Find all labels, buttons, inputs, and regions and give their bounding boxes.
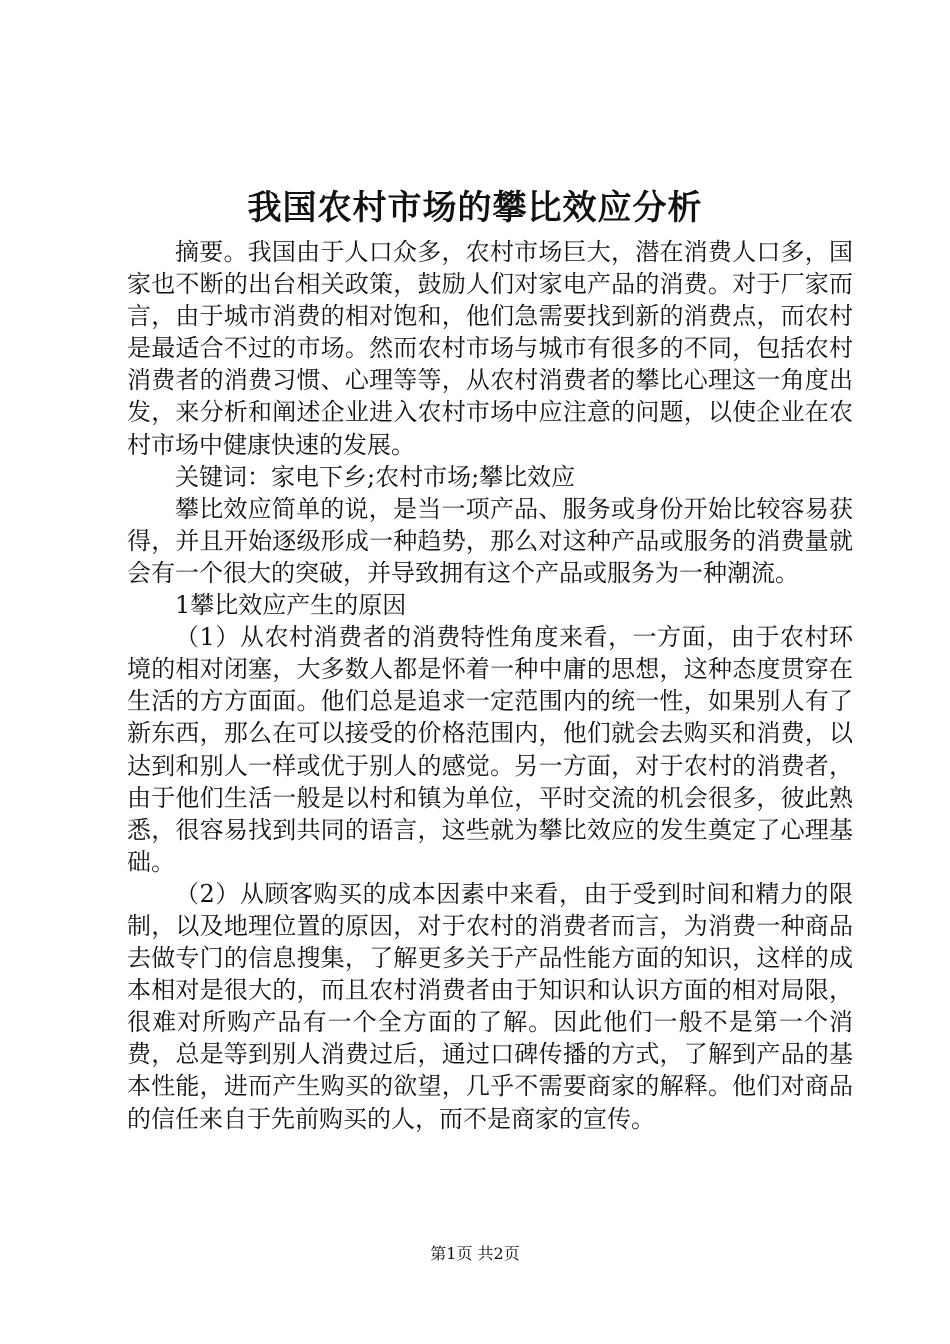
reason-2-paragraph: （2）从顾客购买的成本因素中来看，由于受到时间和精力的限制，以及地理位置的原因，对于农村的消费者而言，为消费一种商品去做专门的信息搜集，了解更多关于产品性能方面的知识，这样的成本相对是很大的，而且农村消费者由于知识和认识方面的相对局限，很难对所购产品有一个全方面的了解。因此他们一般不是第一个消费，总是等到别人消费过后，通过口碑传播的方式，了解到产品的基本性能，进而产生购买的欲望，几乎不需要商家的解释。他们对商品的信任来自于先前购买的人，而不是商家的宣传。 [127,879,853,1133]
definition-paragraph: 攀比效应简单的说，是当一项产品、服务或身份开始比较容易获得，并且开始逐级形成一种趋势，那么对这种产品或服务的消费量就会有一个很大的突破，并导致拥有这个产品或服务为一种潮流。 [127,494,853,587]
keywords-paragraph: 关键词：家电下乡;农村市场;攀比效应 [175,462,576,491]
page-footer: 第1页 共2页 [430,1244,520,1263]
document-body [127,236,853,1135]
reason-1-paragraph: （1）从农村消费者的消费特性角度来看，一方面，由于农村环境的相对闭塞，大多数人都是怀着一种中庸的思想，这种态度贯穿在生活的方方面面。他们总是追求一定范围内的统一性，如果别人有了新东西，那么在可以接受的价格范围内，他们就会去购买和消费，以达到和别人一样或优于别人的感觉。另一方面，对于农村的消费者，由于他们生活一般是以村和镇为单位，平时交流的机会很多，彼此熟悉，很容易找到共同的语言，这些就为攀比效应的发生奠定了心理基础。 [127,623,853,876]
abstract-paragraph: 摘要。我国由于人口众多，农村市场巨大，潜在消费人口多，国家也不断的出台相关政策，鼓励人们对家电产品的消费。对于厂家而言，由于城市消费的相对饱和，他们急需要找到新的消费点，而农村是最适合不过的市场。然而农村市场与城市有很多的不同，包括农村消费者的消费习惯、心理等等，从农村消费者的攀比心理这一角度出发，来分析和阐述企业进入农村市场中应注意的问题，以使企业在农村市场中健康快速的发展。 [127,238,853,459]
section-heading: 1攀比效应产生的原因 [175,591,407,620]
document-title: 我国农村市场的攀比效应分析 [247,188,703,228]
